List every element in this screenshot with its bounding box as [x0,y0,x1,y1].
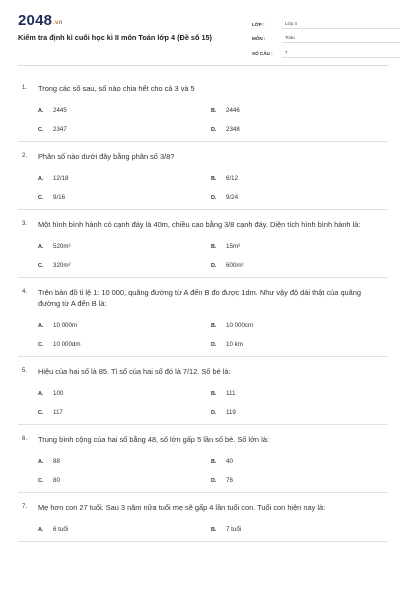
answer-option[interactable] [211,403,388,422]
option-letter: C. [38,126,44,133]
meta-row-class [252,14,400,29]
meta-value: Toán [282,35,400,43]
answer-option[interactable] [211,120,388,139]
answer-options [18,309,388,356]
option-value: 6 tuổi [53,526,69,533]
option-letter: D. [211,262,217,269]
question-item [18,210,388,278]
question-number: 3. [22,221,28,227]
site-logo[interactable] [18,12,62,29]
meta-value: 7 [282,50,400,58]
option-letter: A. [38,390,44,397]
meta-label: SỐ CÂU : [252,50,273,56]
option-value: 10 km [226,341,243,348]
question-text: Trên bản đồ tỉ lệ 1: 10 000, quãng đường từ A đến B đo được 1dm. Như vậy độ dài thật của quãng đường từ A đến B là: [38,288,361,308]
option-letter: B. [211,175,217,182]
option-letter: D. [211,194,217,201]
question-text: Trong các số sau, số nào chia hết cho cả 3 và 5 [38,84,195,93]
option-value: 111 [226,390,236,397]
question-number: 5. [22,368,28,374]
answer-option[interactable] [38,237,211,256]
answer-option[interactable] [211,384,388,403]
option-value: 117 [53,409,63,416]
answer-option[interactable] [211,335,388,354]
answer-option[interactable] [38,384,211,403]
option-letter: C. [38,409,44,416]
option-letter: B. [211,390,217,397]
question-header [18,151,388,162]
question-header [18,434,388,445]
option-value: 7 tuổi [226,526,242,533]
option-value: 2445 [53,107,67,114]
question-header [18,287,388,309]
option-value: 119 [226,409,236,416]
question-number: 4. [22,289,28,295]
option-value: 10 000cm [226,322,254,329]
question-header [18,219,388,230]
option-letter: A. [38,458,44,465]
option-value: 6/12 [226,175,239,182]
answer-option[interactable] [38,520,211,539]
option-letter: C. [38,262,44,269]
question-item [18,74,388,142]
answer-option[interactable] [38,169,211,188]
question-text: Mẹ hơn con 27 tuổi. Sau 3 năm nữa tuổi mẹ sẽ gấp 4 lần tuổi con. Tuổi con hiện nay là: [38,503,326,512]
answer-option[interactable] [38,316,211,335]
question-number: 7. [22,504,28,510]
answer-option[interactable] [211,316,388,335]
option-letter: B. [211,243,217,250]
option-letter: D. [211,409,217,416]
answer-option[interactable] [38,256,211,275]
meta-label: LỚP : [252,21,265,27]
answer-option[interactable] [38,471,211,490]
option-value: 76 [226,477,233,484]
option-value: 2348 [226,126,240,133]
answer-options [18,377,388,424]
answer-options [18,513,388,541]
question-header [18,83,388,94]
option-value: 88 [53,458,60,465]
question-item [18,493,388,542]
meta-value: Lớp 4 [282,21,400,29]
meta-row-count [252,43,400,58]
option-value: 80 [53,477,60,484]
answer-option[interactable] [38,335,211,354]
answer-option[interactable] [38,403,211,422]
question-number: 1. [22,85,28,91]
question-number: 2. [22,153,28,159]
question-text: Trung bình cộng của hai số bằng 48, số lớn gấp 5 lần số bé. Số lớn là: [38,435,269,444]
question-item [18,142,388,210]
answer-options [18,162,388,209]
option-letter: C. [38,477,44,484]
option-letter: A. [38,175,44,182]
option-letter: D. [211,341,217,348]
answer-option[interactable] [211,237,388,256]
logo-text: 2048 [18,12,53,29]
option-letter: A. [38,322,44,329]
option-letter: B. [211,526,217,533]
option-value: 600m² [226,262,244,269]
question-text: Phân số nào dưới đây bằng phân số 3/8? [38,152,175,161]
option-letter: A. [38,526,44,533]
option-value: 2347 [53,126,67,133]
answer-option[interactable] [38,120,211,139]
option-letter: D. [211,477,217,484]
option-value: 100 [53,390,64,397]
option-value: 2446 [226,107,240,114]
option-value: 10 000m [53,322,78,329]
option-letter: D. [211,126,217,133]
option-letter: B. [211,107,217,114]
answer-option[interactable] [38,452,211,471]
answer-option[interactable] [211,452,388,471]
question-text: Hiệu của hai số là 85. Tỉ số của hai số đó là 7/12. Số bé là: [38,367,231,376]
answer-option[interactable] [211,256,388,275]
quiz-meta [252,14,400,58]
meta-label: MÔN : [252,36,266,41]
logo-suffix: .vn [53,20,63,26]
question-item [18,357,388,425]
option-value: 9/16 [53,194,66,201]
answer-option[interactable] [211,471,388,490]
answer-options [18,94,388,141]
option-value: 9/24 [226,194,239,201]
question-header [18,366,388,377]
option-letter: A. [38,107,44,114]
quiz-header [18,0,388,66]
option-letter: C. [38,341,44,348]
option-value: 10 000dm [53,341,81,348]
quiz-title: Kiểm tra định kì cuối học kì II môn Toán lớp 4 (Đề số 15) [18,33,212,42]
question-header [18,502,388,513]
answer-option[interactable] [211,520,388,539]
answer-option[interactable] [38,188,211,207]
question-list [18,74,388,542]
question-item [18,425,388,493]
question-item [18,278,388,357]
option-letter: B. [211,322,217,329]
option-value: 320m² [53,262,71,269]
option-value: 12/18 [53,175,69,182]
answer-options [18,445,388,492]
question-text: Một hình bình hành có cạnh đáy là 40m, chiều cao bằng 3/8 cạnh đáy. Diện tích hình bình hành là: [38,220,361,229]
option-letter: C. [38,194,44,201]
option-value: 40 [226,458,233,465]
answer-option[interactable] [211,101,388,120]
answer-option[interactable] [211,169,388,188]
option-value: 15m² [226,243,241,250]
option-letter: A. [38,243,44,250]
option-value: 520m² [53,243,71,250]
question-number: 6. [22,436,28,442]
answer-option[interactable] [211,188,388,207]
answer-option[interactable] [38,101,211,120]
meta-row-subject [252,29,400,44]
answer-options [18,230,388,277]
option-letter: B. [211,458,217,465]
